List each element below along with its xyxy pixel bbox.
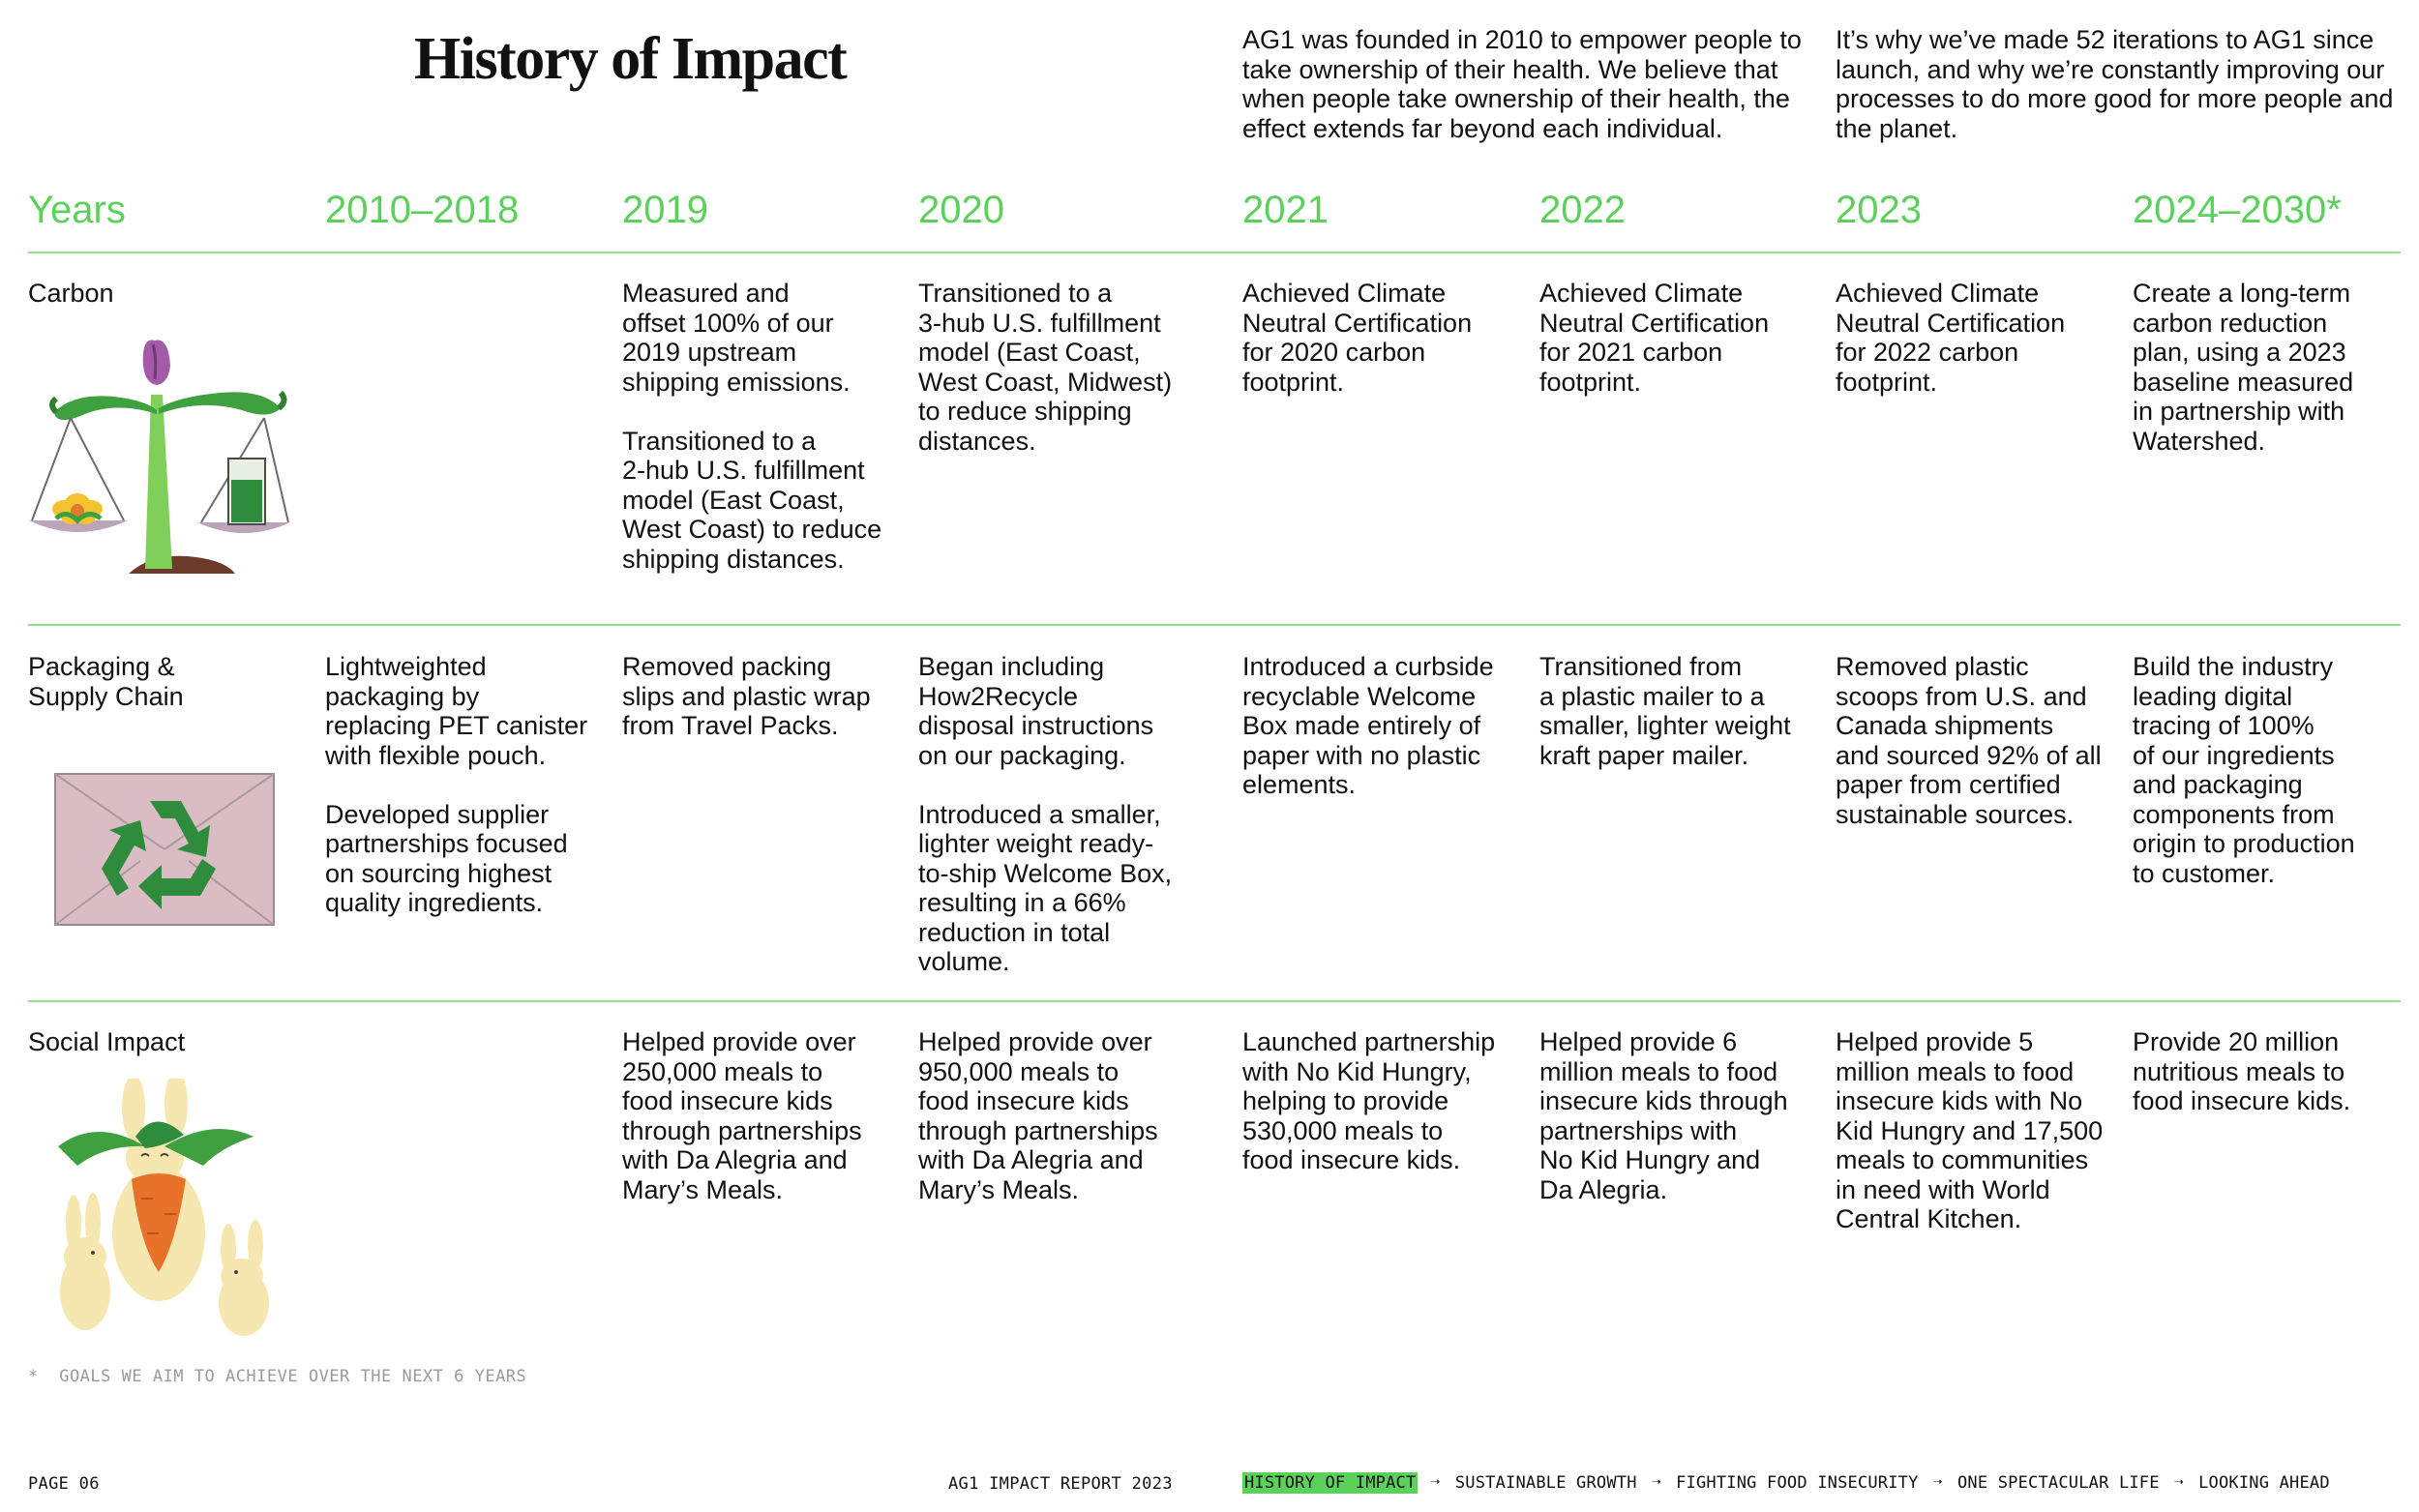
row-label-social-impact: Social Impact: [28, 1027, 186, 1056]
arrow-icon: ➝: [1651, 1473, 1662, 1493]
packaging-2020: Began including How2Recycle disposal instructions on our packaging. Introduced a smaller, lighter weight ready- to-ship Welcome Box, resulting in a 66% reduction in total volume.: [918, 652, 1173, 976]
header-2023: 2023: [1836, 189, 1922, 231]
header-2020: 2020: [918, 189, 1004, 231]
scale-illustration: [27, 337, 293, 577]
header-2021: 2021: [1242, 189, 1329, 231]
social-2024-2030: Provide 20 million nutritious meals to food insecure kids.: [2133, 1027, 2351, 1115]
packaging-2022: Transitioned from a plastic mailer to a smaller, lighter weight kraft paper mailer.: [1539, 652, 1791, 770]
header-years: Years: [28, 189, 126, 231]
packaging-2019: Removed packing slips and plastic wrap from Travel Packs.: [622, 652, 871, 740]
arrow-icon: ➝: [2173, 1473, 2185, 1493]
intro-paragraph-left: AG1 was founded in 2010 to empower people to take ownership of their health. We believe that when people take ownership of their health, the effect extends far beyond each individual.: [1242, 25, 1802, 143]
social-2022: Helped provide 6 million meals to food insecure kids through partnerships with No Kid Hungry and Da Alegria.: [1539, 1027, 1788, 1204]
header-2022: 2022: [1539, 189, 1626, 231]
row-label-carbon: Carbon: [28, 279, 114, 308]
header-2019: 2019: [622, 189, 708, 231]
carbon-2024-2030: Create a long-term carbon reduction plan, using a 2023 baseline measured in partnership with Watershed.: [2133, 279, 2354, 456]
packaging-2023: Removed plastic scoops from U.S. and Canada shipments and sourced 92% of all paper from certified sustainable sources.: [1836, 652, 2102, 829]
nav-one-spectacular-life[interactable]: ONE SPECTACULAR LIFE: [1956, 1473, 2160, 1493]
social-2021: Launched partnership with No Kid Hungry, helping to provide 530,000 meals to food insecure kids.: [1242, 1027, 1496, 1174]
row-label-packaging: Packaging & Supply Chain: [28, 652, 184, 711]
social-2020: Helped provide over 950,000 meals to food insecure kids through partnerships with Da Alegria and Mary’s Meals.: [918, 1027, 1158, 1204]
social-2023: Helped provide 5 million meals to food insecure kids with No Kid Hungry and 17,500 meals to communities in need with World Central Kitchen.: [1836, 1027, 2104, 1233]
page-title: History of Impact: [414, 26, 847, 92]
header-2010-2018: 2010–2018: [325, 189, 520, 231]
carbon-2020: Transitioned to a 3-hub U.S. fulfillment model (East Coast, West Coast, Midwest) to reduce shipping distances.: [918, 279, 1173, 456]
carbon-divider: [28, 624, 2401, 626]
arrow-icon: ➝: [1430, 1473, 1441, 1493]
page-number: PAGE 06: [28, 1474, 100, 1494]
carbon-2021: Achieved Climate Neutral Certification for 2020 carbon footprint.: [1242, 279, 1473, 397]
packaging-2021: Introduced a curbside recyclable Welcome Box made entirely of paper with no plastic elements.: [1242, 652, 1494, 799]
recycle-envelope-illustration: [53, 772, 276, 927]
packaging-2010-2018: Lightweighted packaging by replacing PET canister with flexible pouch. Developed supplier partnerships focused on sourcing highest quality ingredients.: [325, 652, 588, 917]
footnote: * GOALS WE AIM TO ACHIEVE OVER THE NEXT 6 YEARS: [28, 1367, 527, 1386]
nav-history-of-impact[interactable]: HISTORY OF IMPACT: [1244, 1473, 1417, 1493]
header-divider: [28, 252, 2401, 253]
intro-paragraph-right: It’s why we’ve made 52 iterations to AG1 since launch, and why we’re constantly improving our processes to do more good for more people and the planet.: [1836, 25, 2394, 143]
carbon-2019: Measured and offset 100% of our 2019 upstream shipping emissions. Transitioned to a 2-hub U.S. fulfillment model (East Coast, West Coast) to reduce shipping distances.: [622, 279, 882, 574]
packaging-2024-2030: Build the industry leading digital tracing of 100% of our ingredients and packaging components from origin to production to customer.: [2133, 652, 2355, 888]
section-nav: [1242, 1472, 2332, 1494]
arrow-icon: ➝: [1932, 1473, 1943, 1493]
social-2019: Helped provide over 250,000 meals to food insecure kids through partnerships with Da Alegria and Mary’s Meals.: [622, 1027, 862, 1204]
bunnies-carrot-illustration: [39, 1079, 292, 1340]
carbon-2022: Achieved Climate Neutral Certification for 2021 carbon footprint.: [1539, 279, 1770, 397]
carbon-2023: Achieved Climate Neutral Certification for 2022 carbon footprint.: [1836, 279, 2066, 397]
packaging-divider: [28, 1000, 2401, 1002]
nav-looking-ahead[interactable]: LOOKING AHEAD: [2198, 1473, 2330, 1493]
header-2024-2030: 2024–2030*: [2133, 189, 2342, 231]
nav-sustainable-growth[interactable]: SUSTAINABLE GROWTH: [1454, 1473, 1637, 1493]
report-name: AG1 IMPACT REPORT 2023: [948, 1474, 1173, 1494]
nav-fighting-food-insecurity[interactable]: FIGHTING FOOD INSECURITY: [1676, 1473, 1919, 1493]
